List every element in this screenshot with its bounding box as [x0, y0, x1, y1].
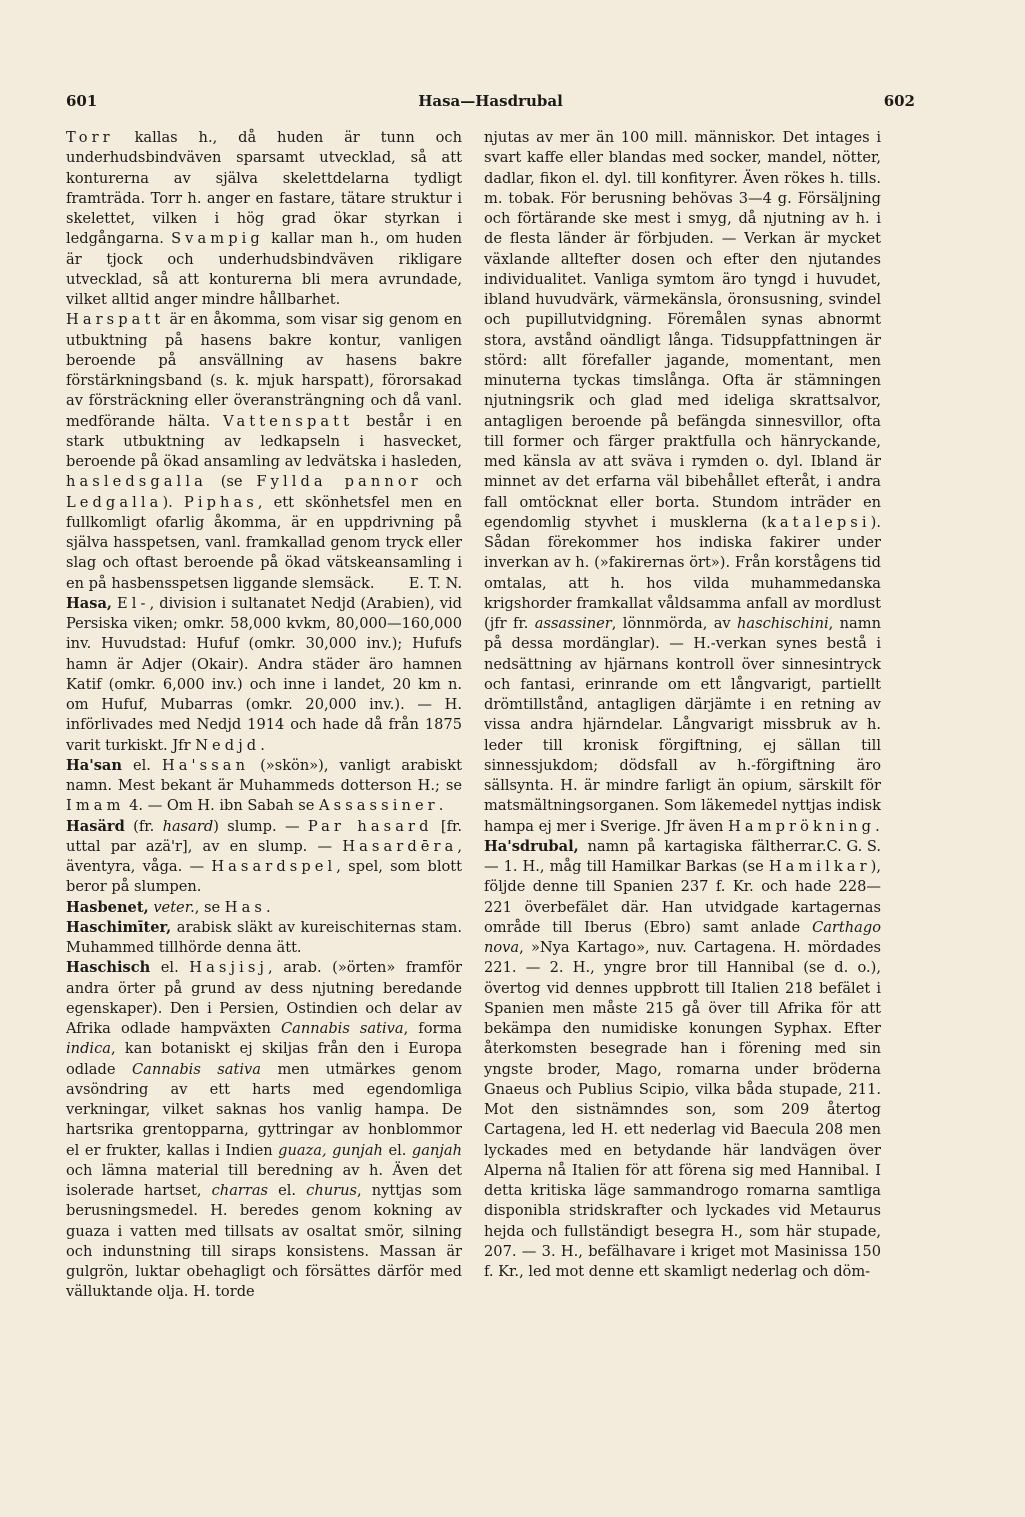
- term-charras: charras: [211, 1182, 269, 1199]
- entry-hasdrubal: [484, 837, 881, 1283]
- ref-nedjd: Nedjd: [195, 736, 261, 754]
- text-segment: ).: [162, 493, 184, 511]
- text-segment: , lönnmörda, av: [611, 615, 738, 632]
- text-segment: arabisk släkt av kureischiternas stam. Muhammed tillhörde denna ätt.: [66, 918, 462, 956]
- text-segment: , »Nya Kartago», nuv. Cartagena. H. mördades 221. — 2. H., yngre bror till Hannibal (se d. o.), övertog vid dennes uppbrott till Italien 218 befälet i Spanien men måste 215 gå över till Afrika för att bekämpa den numidiske konungen Syphax. Efter återkomsten besegrade han i förening med sin yngste broder, Mago, romarna under bröderna Gnaeus och Publius Scipio, vilka båda stupade, 211. Mot den sistnämndes son, som 209 återtog Cartagena, led H. ett nederlag vid Baecula 208 men lyckades med en betydande här landvägen över Alperna nå Italien för att förena sig med Hannibal. I detta kritiska läge sammandrogo romarna samtliga disponibla stridskrafter och lyckades vid Metaurus hejda och fullständigt besegra H., som här stupade, 207. — 3. H., befälhavare i kriget mot Masinissa 150 f. Kr., led mot denne ett skamligt nederlag och döm-: [484, 939, 881, 1280]
- term-katalepsi: katalepsi: [766, 513, 871, 531]
- term-hasardera: Hasardēra: [342, 837, 458, 855]
- right-column: [484, 128, 881, 1488]
- term-cannabis-sativa-2: Cannabis sativa: [131, 1060, 261, 1078]
- headword-hasdrubal: Ha'sdrubal,: [484, 837, 579, 855]
- term-hasard-fr: hasard: [162, 817, 214, 835]
- entry-hasbenet: [66, 898, 462, 918]
- entry-hasan: [66, 756, 462, 817]
- term-indica: indica: [66, 1040, 111, 1058]
- text-segment: el.: [268, 1182, 307, 1199]
- text-segment: .: [260, 736, 265, 754]
- text-segment: , se: [194, 898, 225, 916]
- text-segment: , namn på dessa mordänglar). — H.-verkan synes bestå i nedsättning av hjärnans kontroll över sinnesintryck och fantasi, erinrande om ett långvarigt, partiellt drömtillstånd, antagligen därjämte i en retning av vissa andra hjärndelar. Långvarigt missbruk av h. leder till kronisk förgiftning, ej sällan till sinnessjukdom; dödsfall av h.-förgiftning äro sällsynta. H. är mindre farligt än opium, särskilt för matsmältningsorganen. Som läkemedel nyttjas indisk hampa ej mer i Sverige. Jfr även: [484, 615, 881, 835]
- term-vattenspatt: Vattenspatt: [223, 412, 354, 430]
- ref-has: Has: [224, 898, 266, 916]
- entry-harspatt: [66, 310, 462, 594]
- text-segment: , division i sultanatet Nedjd (Arabien), vid Persiska viken; omkr. 58,000 kvkm, 80,000—160,000 inv. Huvudstad: Hufuf (omkr. 30,000 inv.); Hufufs hamn är Adjer (Okair). Andra städer äro hamnen Katif (omkr. 6,000 inv.) och inne i landet, 20 km n. om Hufuf, Mubarras (omkr. 20,000 inv.). — H. införlivades med Nedjd 1914 och hade då från 1875 varit turkiskt. Jfr: [66, 594, 462, 754]
- headword-hasa: Hasa,: [66, 594, 112, 612]
- headword-haschisch: Haschisch: [66, 959, 151, 977]
- text-segment: namn på kartagiska fältherrar. — 1. H., måg till Hamilkar Barkas (se: [484, 837, 827, 875]
- text-segment: , forma: [403, 1020, 462, 1037]
- text-segment: ) slump. —: [213, 817, 308, 835]
- term-churus: churus: [306, 1182, 357, 1199]
- text-segment: .: [875, 817, 880, 835]
- ref-ledgalla: Ledgalla: [66, 493, 163, 511]
- term-el: El-: [117, 594, 150, 612]
- entry-haschisch: [66, 958, 462, 1302]
- text-segment: njutas av mer än 100 mill. människor. Det intages i svart kaffe eller blandas med socker, mandel, nötter, dadlar, fikon el. dyl. till konfityrer. Även rökes h. tills. m. tobak. För berusning behövas 3—4 g. Försäljning och förtärande ske mest i smyg, då njutning av h. i de flesta länder är förbjuden. — Verkan är mycket växlande alltefter dosen och efter den njutandes individualitet. Vanliga symtom äro tyngd i huvudet, ibland huvudvärk, värmekänsla, öronsusning, svindel och pupillutvidgning. Föremålen synas abnormt stora, avstånd oändligt långa. Tidsuppfattningen är störd: allt förefaller jagande, momentant, men minuterna tyckas timslånga. Ofta är stämningen njutningsrik och glad med ideliga skrattsalvor, antagligen beroende på befängda sinnesvillor, ofta till former och färger praktfulla och hänryckande, med känsla av att sväva i rymden o. dyl. Ibland är minnet av det erfarna väl bibehållet efteråt, i andra fall omtöcknat eller borta. Stundom inträder en egendomlig styvhet i musklerna (: [484, 129, 881, 531]
- running-title: Hasa—Hasdrubal: [418, 92, 563, 110]
- text-segment: (»skön»), vanligt arabiskt namn. Mest bekant är Muhammeds dotterson H.; se: [66, 756, 462, 794]
- text-segment: , kan botaniskt ej skiljas från den i Europa odlade: [66, 1040, 462, 1078]
- text-segment: (fr.: [124, 817, 163, 835]
- entry-haschimiter: [66, 918, 462, 959]
- term-cannabis-sativa: Cannabis sativa: [280, 1020, 404, 1037]
- entry-hasa: [66, 594, 462, 756]
- text-segment: och lämna material till beredning av h. Även det isolerade hartset,: [66, 1161, 462, 1199]
- text-segment: (se: [206, 473, 257, 491]
- text-segment: , ett skönhetsfel men en fullkomligt ofarlig åkomma, är en uppdrivning på själva hasspetsen, vanl. framkallad genom tryck eller slag och oftast beroende på ökad vätskeansamling i en på hasbensspetsen liggande slemsäck.: [66, 493, 462, 592]
- term-guaza-gunjah: guaza, gunjah: [278, 1141, 383, 1159]
- entry-hasard: [66, 817, 462, 898]
- term-piphas: Piphas: [183, 493, 258, 511]
- ref-assassiner: Assassiner: [318, 797, 439, 815]
- text-segment: .: [438, 797, 444, 815]
- text-segment: är en åkomma, som visar sig genom en utbuktning på hasens bakre kontur, vanligen beroende på ansvällning av hasens bakre förstärkningsband (s. k. mjuk harspatt), förorsakad av försträckning eller överansträngning och då vanl. medförande hälta.: [66, 311, 462, 430]
- text-segment: ). Sådan förekommer hos indiska fakirer under inverkan av h. (»fakirernas ört»). Från korstågens tid omtalas, att h. hos vilda muhammedanska krigshorder framkallat våldsamma anfall av mordlust (jfr fr.: [484, 513, 881, 632]
- page-number-left: 601: [66, 92, 98, 110]
- page-header: [66, 92, 915, 114]
- text-segment: och: [421, 473, 462, 491]
- term-hasledsgalla: hasledsgalla: [66, 473, 207, 491]
- term-carthago-nova: Carthago nova: [484, 918, 881, 956]
- term-hasjisj: Hasjisj: [189, 959, 269, 977]
- text-segment: , äventyra, våga. —: [66, 837, 462, 875]
- text-segment: .: [265, 898, 271, 916]
- text-segment: , arab. (»örten» framför andra örter på grund av dess njutning beredande egenskaper). Den i Persien, Ostindien och delar av Afrika odlade hampväxten: [66, 959, 462, 1037]
- ref-fyllda-pannor: Fyllda pannor: [256, 473, 422, 491]
- ref-hamprokning: Hamprökning: [728, 817, 876, 835]
- text-segment: el.: [150, 959, 190, 977]
- text-segment: kallar man h., om huden är tjock och underhudsbindväven rikligare utvecklad, så att konturerna bli mera avrundade, vilket alltid anger mindre hållbarhet.: [66, 230, 462, 308]
- left-column: [66, 128, 462, 1488]
- term-torr: Torr: [66, 129, 114, 146]
- text-segment: , spel, som blott beror på slumpen.: [66, 858, 462, 896]
- abbr-veter: veter.: [153, 898, 195, 916]
- text-segment: [fr. uttal par azä'r], av en slump. —: [66, 817, 462, 855]
- text-segment: el.: [382, 1141, 412, 1159]
- author-signature: C. G. S.: [826, 837, 881, 855]
- ref-imam: Imam: [66, 797, 125, 815]
- term-ganjah: ganjah: [411, 1141, 462, 1159]
- headword-hasard: Hasärd: [66, 817, 125, 835]
- text-segment: el.: [122, 756, 162, 774]
- term-assassiner: assassiner: [534, 615, 612, 632]
- entry-torr-svampig: [66, 128, 462, 310]
- term-par-hasard: Par hasard: [307, 817, 433, 835]
- text-segment: , nyttjas som berusningsmedel. H. beredes genom kokning av guaza i vatten med tillsats av osaltat smör, silning och indunstning till siraps konsistens. Massan är gulgrön, luktar obehagligt och försättes därför med välluktande olja. H. torde: [66, 1182, 462, 1301]
- text-segment: 4. — Om H. ibn Sabah se: [124, 797, 319, 815]
- term-svampig: Svampig: [171, 230, 264, 248]
- page-number-right: 602: [883, 92, 915, 110]
- term-haschischini: haschischini: [737, 615, 829, 632]
- term-hasardspel: Hasardspel: [211, 858, 337, 875]
- term-hassan: Ha'ssan: [161, 756, 250, 774]
- term-harspatt: Harspatt: [66, 311, 165, 329]
- author-signature: E. T. N.: [408, 574, 462, 592]
- ref-hamilkar: Hamilkar: [768, 858, 871, 875]
- text-segment: ), följde denne till Spanien 237 f. Kr. och hade 228—221 överbefälet där. Han utvidgade kartagernas område till Iberus (Ebro) samt anlade: [484, 858, 881, 936]
- text-segment: kallas h., då huden är tunn och underhudsbindväven sparsamt utvecklad, så att konturerna av själva skelettdelarna tydligt framträda. Torr h. anger en fastare, tätare struktur i skelettet, vilken i hög grad ökar styrkan i ledgångarna.: [66, 129, 462, 248]
- headword-hasan: Ha'san: [66, 756, 122, 774]
- text-segment: men utmärkes genom avsöndring av ett harts med egendomliga verkningar, vilket saknas hos vanlig hampa. De hartsrika grentopparna, gyttringar av honblommor el er frukter, kallas i Indien: [66, 1060, 462, 1159]
- headword-haschimiter: Haschimīter,: [66, 918, 172, 936]
- text-segment: består i en stark utbuktning av ledkapseln i hasvecket, beroende på ökad ansamling av ledvätska i hasleden,: [66, 412, 462, 470]
- headword-hasbenet: Hasbenet,: [66, 898, 149, 916]
